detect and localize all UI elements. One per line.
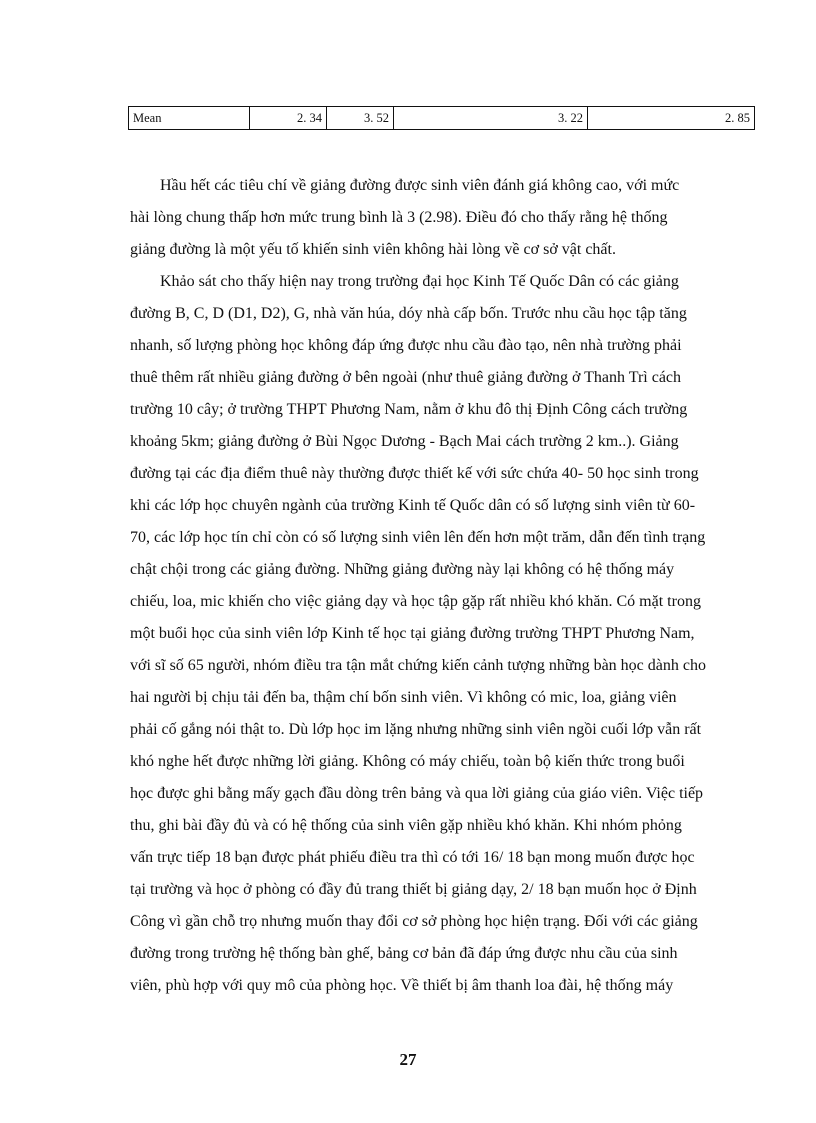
text-line: hai người bị chịu tải đến ba, thậm chí bốn sinh viên. Vì không có mic, loa, giảng viên [130,689,677,706]
text-line: học được ghi bằng mấy gạch đầu dòng trên bảng và qua lời giảng của giáo viên. Việc tiếp [130,785,704,802]
text-line: đường tại các địa điểm thuê này thường được thiết kế với sức chứa 40- 50 học sinh trong [130,465,699,482]
text-line: hài lòng chung thấp hơn mức trung bình là 3 (2.98). Điều đó cho thấy rằng hệ thống [130,209,668,226]
text-line: thuê thêm rất nhiều giảng đường ở bên ngoài (như thuê giảng đường ở Thanh Trì cách [130,369,682,386]
text-line: 70, các lớp học tín chỉ còn có số lượng sinh viên lên đến hơn một trăm, dẫn đến tình trạng [130,529,706,546]
paragraph-2 [130,266,718,1002]
text-line: thu, ghi bài đầy đủ và có hệ thống của sinh viên gặp nhiều khó khăn. Khi nhóm phỏng [130,817,682,834]
text-line: vấn trực tiếp 18 bạn được phát phiếu điều tra thì có tới 16/ 18 bạn mong muốn được học [130,849,695,866]
table-cell: 3. 22 [394,107,588,130]
mean-table [128,106,755,130]
table-cell: 2. 85 [588,107,755,130]
page-number: 27 [399,1050,417,1069]
text-line: khoảng 5km; giảng đường ở Bùi Ngọc Dương - Bạch Mai cách trường 2 km..). Giảng [130,433,679,450]
text-line: khó nghe hết được những lời giảng. Không có máy chiếu, toàn bộ kiến thức trong buổi [130,753,685,770]
text-line: đường B, C, D (D1, D2), G, nhà văn húa, dóy nhà cấp bốn. Trước nhu cầu học tập tăng [130,305,687,322]
text-line: chiếu, loa, mic khiến cho việc giảng dạy và học tập gặp rất nhiều khó khăn. Có mặt trong [130,593,701,610]
text-line: Công vì gần chỗ trọ nhưng muốn thay đổi cơ sở phòng học hiện trạng. Đối với các giảng [130,913,698,930]
row-label: Mean [129,107,250,130]
text-line: trường 10 cây; ở trường THPT Phương Nam, nằm ở khu đô thị Định Công cách trường [130,401,688,418]
text-line: viên, phù hợp với quy mô của phòng học. Về thiết bị âm thanh loa đài, hệ thống máy [130,977,674,994]
table-cell: 2. 34 [250,107,327,130]
table-cell: 3. 52 [327,107,394,130]
text-line: đường trong trường hệ thống bàn ghế, bảng cơ bản đã đáp ứng được nhu cầu của sinh [130,945,678,962]
text-line: nhanh, số lượng phòng học không đáp ứng được nhu cầu đào tạo, nên nhà trường phải [130,337,682,354]
paragraph-1 [130,170,718,266]
text-line: chật chội trong các giảng đường. Những giảng đường này lại không có hệ thống máy [130,561,675,578]
text-line: phải cố gắng nói thật to. Dù lớp học im lặng nhưng những sinh viên ngồi cuối lớp vẫn rất [130,721,702,738]
text-line: Hầu hết các tiêu chí về giảng đường được sinh viên đánh giá không cao, với mức [160,177,680,194]
text-line: một buổi học của sinh viên lớp Kinh tế học tại giảng đường trường THPT Phương Nam, [130,625,695,642]
text-line: Khảo sát cho thấy hiện nay trong trường đại học Kinh Tế Quốc Dân có các giảng [160,273,679,290]
text-line: khi các lớp học chuyên ngành của trường Kinh tế Quốc dân có số lượng sinh viên từ 60- [130,497,696,514]
text-line: với sĩ số 65 người, nhóm điều tra tận mắt chứng kiến cảnh tượng những bàn học dành cho [130,657,706,674]
text-line: giảng đường là một yếu tố khiến sinh viên không hài lòng về cơ sở vật chất. [130,241,616,258]
text-line: tại trường và học ở phòng có đầy đủ trang thiết bị giảng dạy, 2/ 18 bạn muốn học ở Định [130,881,697,898]
table-row [129,107,755,130]
